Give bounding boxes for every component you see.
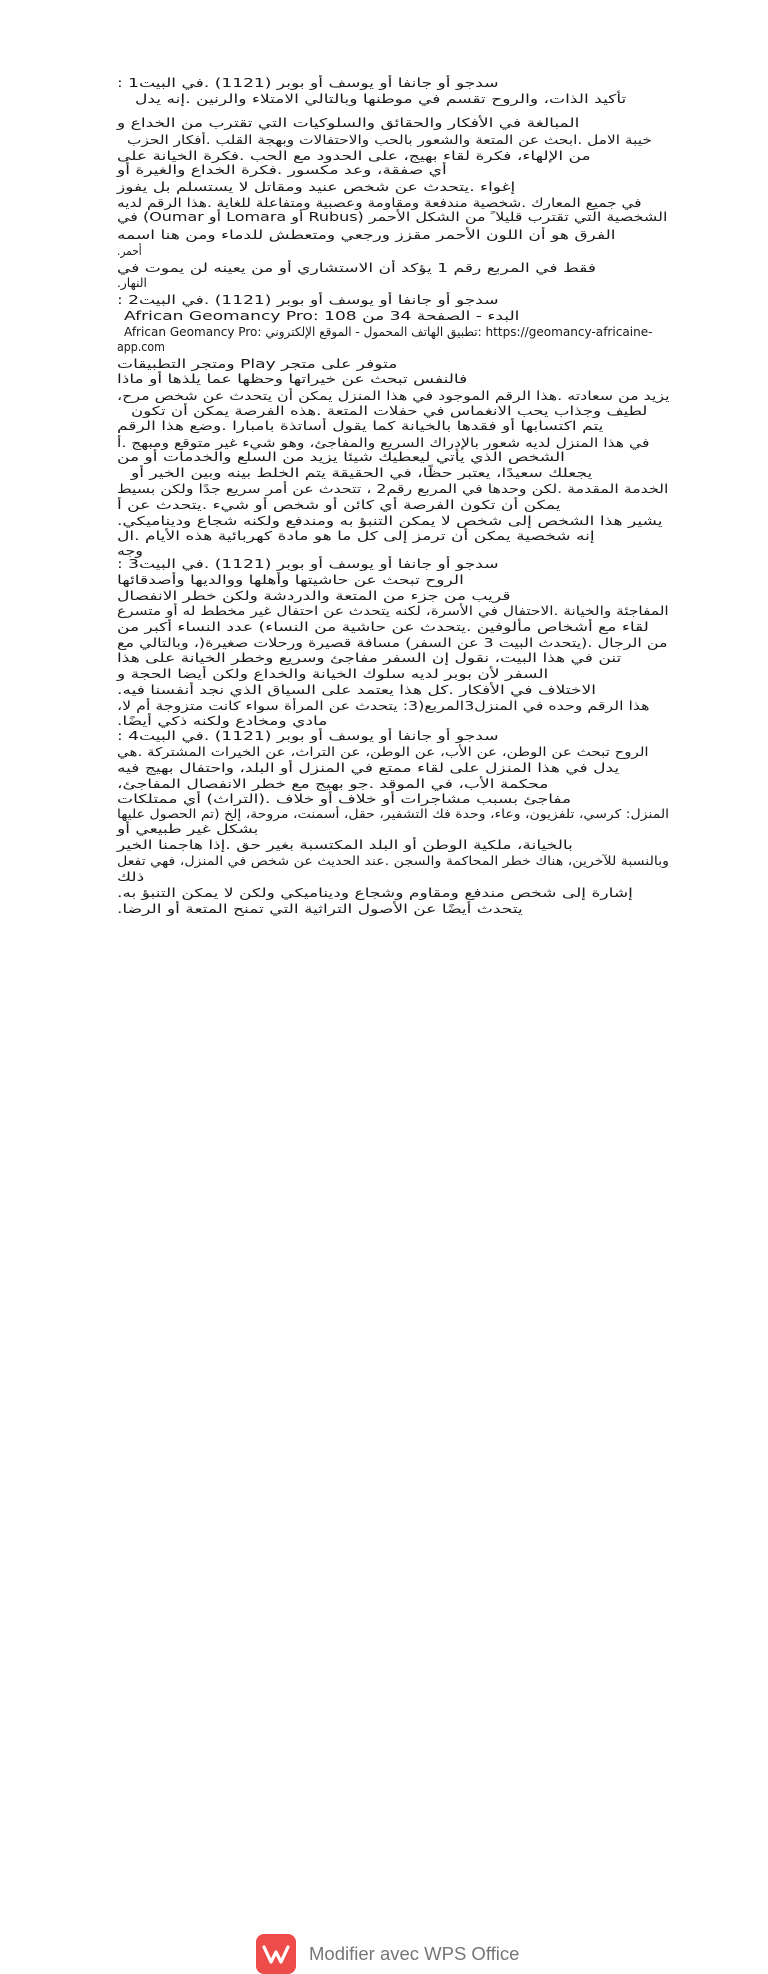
text-line: مادي ومخادع ولكنه ذكي أيضًا. <box>117 714 328 728</box>
text-line: المفاجئة والخيانة .الاحتفال في الأسرة، لكنه يتحدث عن احتفال غير مخطط له أو متسرع <box>117 604 669 618</box>
text-line: يمكن أن تكون الفرصة أي كائن أو شخص أو شيء .يتحدث عن أ <box>117 498 561 512</box>
wps-footer-banner[interactable] <box>0 966 768 1964</box>
wps-office-logo-icon[interactable] <box>256 1934 296 1974</box>
text-line: الروح تبحث عن حاشيتها وأهلها ووالديها وأصدقائها <box>117 573 464 587</box>
text-line: تأكيد الذات، والروح تقسم في موطنها وبالتالي الامتلاء والرنين .إنه يدل <box>135 92 627 106</box>
text-line: الشخصية التي تقترب قليلا ً من الشكل الأحمر (Rubus أو Lomara أو Oumar) في <box>117 210 668 224</box>
text-line: African Geomancy Pro: تطبيق الهاتف المحمول - الموقع الإلكتروني: https://geomancy-africaine- <box>124 325 653 339</box>
text-line: بالخيانة، ملكية الوطن أو البلد المكتسبة بغير حق .إذا هاجمنا الخير <box>117 838 573 852</box>
text-line: app.com <box>117 340 165 354</box>
text-line: لطيف وجذاب يحب الانغماس في حفلات المتعة .هذه الفرصة يمكن أن تكون <box>131 404 648 418</box>
wps-edit-link[interactable]: Modifier avec WPS Office <box>309 1943 520 1964</box>
text-line: يدل في هذا المنزل على لقاء ممتع في المنزل أو البلد، واحتفال بهيج فيه <box>117 761 620 775</box>
text-line: إشارة إلى شخص مندفع ومقاوم وشجاع وديناميكي ولكن لا يمكن التنبؤ به. <box>117 886 633 900</box>
text-line: يجعلك سعيدًا، يعتبر حظًا، في الحقيقة يتم الخلط بينه وبين الخير أو <box>131 466 593 480</box>
text-line: النهار. <box>117 276 147 290</box>
text-line: سدجو أو جانفا أو يوسف أو بوبر (1121) .في البيت2 : <box>117 293 499 307</box>
text-line: يتحدث أيضًا عن الأصول التراثية التي تمنح المتعة أو الرضا. <box>117 902 523 916</box>
document-page <box>0 0 768 930</box>
text-line: يشير هذا الشخص إلى شخص لا يمكن التنبؤ به ومندفع ولكنه شجاع وديناميكي. <box>117 514 663 528</box>
text-line: محكمة الأب، في الموقد .جو بهيج مع خطر الانفصال المفاجئ، <box>117 777 549 791</box>
text-line: هذا الرقم وحده في المنزل3المربع(3: يتحدث عن المرأة سواء كانت متزوجة أم لا، <box>117 699 650 713</box>
text-line: سدجو أو جانفا أو يوسف أو بوبر (1121) .في البيت3 : <box>117 557 499 571</box>
text-line: الروح تبحث عن الوطن، عن الأب، عن الوطن، عن التراث، عن الخيرات المشتركة .هي <box>117 745 649 759</box>
text-line: فقط في المربع رقم 1 يؤكد أن الاستشاري أو من يعينه لن يموت في <box>117 261 596 275</box>
text-line: وجه <box>117 544 143 558</box>
text-line: سدجو أو جانفا أو يوسف أو بوبر (1121) .في البيت4 : <box>117 729 499 743</box>
text-line: الشخص الذي يأتي ليعطيك شيئا يزيد من السلع والخدمات أو من <box>117 450 565 464</box>
text-line: الخدمة المقدمة .لكن وحدها في المربع رقم2 ، تتحدث عن أمر سريع جدًا ولكن بسيط <box>117 482 669 496</box>
text-line: فالنفس تبحث عن خيراتها وحظها عما يلذها أو ماذا <box>117 372 468 386</box>
text-line: الاختلاف في الأفكار .كل هذا يعتمد على السياق الذي نجد أنفسنا فيه. <box>117 683 597 697</box>
text-line: لقاء مع أشخاص مألوفين .يتحدث عن حاشية من النساء) عدد النساء أكبر من <box>117 620 649 634</box>
text-line: African Geomancy Pro: 108 البدء - الصفحة 34 من <box>124 309 520 323</box>
text-line: تنن في هذا البيت، نقول إن السفر مفاجئ وسريع وخطر الخيانة على هذا <box>117 651 622 665</box>
text-line: المنزل: كرسي، تلفزيون، وعاء، وحدة فك التشفير، حقل، أسمنت، مروحة، إلخ (تم الحصول عليها <box>117 807 670 821</box>
text-line: أحمر. <box>117 244 142 258</box>
text-line: من الرجال .(يتحدث البيت 3 عن السفر) مسافة قصيرة ورحلات صغيرة(، وبالتالي مع <box>117 636 668 650</box>
text-line: بشكل غير طبيعي أو <box>117 822 259 836</box>
text-line: متوفر على متجر Play ومتجر التطبيقات <box>117 357 398 371</box>
text-line: ذلك <box>117 870 145 884</box>
text-line: الفرق هو أن اللون الأحمر مقزز ورجعي ومتعطش للدماء ومن هنا اسمه <box>117 228 616 242</box>
text-line: قريب من جزء من المتعة والدردشة ولكن خطر الانفصال <box>117 589 511 603</box>
text-line: وبالنسبة للآخرين، هناك خطر المحاكمة والسجن .عند الحديث عن شخص في المنزل، فهي تفعل <box>117 854 669 868</box>
text-line: السفر لأن بوبر لديه سلوك الخيانة والخداع ولكن أيضا الحجة و <box>117 667 549 681</box>
text-line: إغواء .يتحدث عن شخص عنيد ومقاتل لا يستسلم بل يفوز <box>117 180 516 194</box>
text-line: إنه شخصية يمكن أن ترمز إلى كل ما هو مادة كهربائية هذه الأيام .ال <box>117 529 595 543</box>
text-line: من الإلهاء، فكرة لقاء بهيج، على الحدود مع الحب .فكرة الخيانة على <box>117 149 591 163</box>
text-line: مفاجئ بسبب مشاجرات أو خلاف أو خلاف .(التراث) أي ممتلكات <box>117 792 572 806</box>
text-line: المبالغة في الأفكار والحقائق والسلوكيات التي تقترب من الخداع و <box>117 116 580 130</box>
text-line: يتم اكتسابها أو فقدها بالخيانة كما يقول أساتذة بامبارا .وضع هذا الرقم <box>117 419 604 433</box>
text-line: أي صفقة، وعد مكسور .فكرة الخداع والغيرة أو <box>117 163 447 177</box>
text-line: سدجو أو جانفا أو يوسف أو بوبر (1121) .في البيت1 : <box>117 76 499 90</box>
text-line: خيبة الامل .ابحث عن المتعة والشعور بالحب والاحتفالات وبهجة القلب .أفكار الحزب <box>127 133 652 147</box>
text-line: في جميع المعارك .شخصية مندفعة ومقاومة وعصبية ومتفاعلة للغاية .هذا الرقم لديه <box>117 196 642 210</box>
text-line: في هذا المنزل لديه شعور بالإدراك السريع والمفاجئ، وهو شيء غير متوقع ومبهج .أ <box>117 436 650 450</box>
text-line: يزيد من سعادته .هذا الرقم الموجود في هذا المنزل يمكن أن يتحدث عن شخص مرح، <box>117 389 670 403</box>
